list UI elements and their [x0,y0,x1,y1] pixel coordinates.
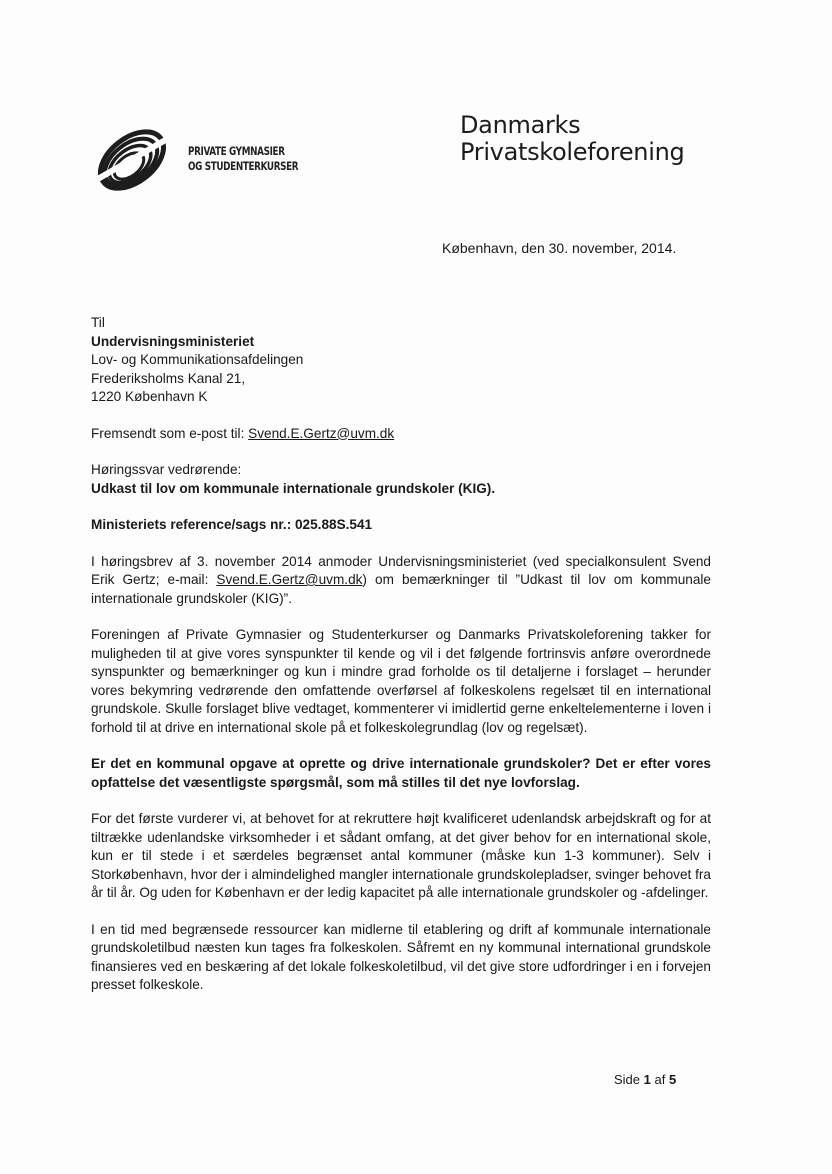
page-number-prefix: Side [614,1072,644,1087]
paragraph-2: Foreningen af Private Gymnasier og Studenterkurser og Danmarks Privatskoleforening takker for muligheden til at give vores synspunkter til kende og vil i det følgende fortrinsvis anføre overordnede synspunkter og bemærkninger og kun i mindre grad forholde os til detaljerne i forslaget – herunder vores bekymring vedrørende den omfattende overførsel af folkeskolens regelsæt til en international grundskole. Skulle forslaget blive vedtaget, kommenterer vi imidlertid gerne enkeltelementerne i loven i forhold til at drive en international skole på et folkeskolegrundlag (lov og regelsæt). [91,627,711,735]
sent-prefix: Fremsendt som e-post til: [91,425,249,441]
logo-private-gymnasier [84,116,324,208]
recipient-block [91,314,711,407]
page-number-current: 1 [643,1072,651,1087]
section-heading: Er det en kommunal opgave at oprette og drive internationale grundskoler? Det er efter vores opfattelse det væsentligste spørgsmål, som må stilles til det nye lovforslag. [91,756,711,790]
subject-title: Udkast til lov om kommunale internationale grundskoler (KIG). [91,480,496,496]
subject-label: Høringssvar vedrørende: [91,462,242,477]
logo-right-line2: Privatskoleforening [460,138,685,166]
logo-danmarks-privatskoleforening [460,112,684,166]
dateline: København, den 30. november, 2014. [442,240,677,256]
sent-email-link[interactable]: Svend.E.Gertz@uvm.dk [248,425,395,441]
page-number-total: 5 [668,1072,677,1087]
paragraph-3: For det første vurderer vi, at behovet for at rekruttere højt kvalificeret udenlandsk arbejdskraft og for at tiltrække udenlandske virksomheder i et sådant omfang, at det giver behov for en international skole, kun er til stede i et særdeles begrænset antal kommuner (måske kun 1-3 kommuner). Selv i Storkøbenhavn, hvor der i almindelighed mangler internationale grundskolepladser, svinger behovet fra år til år. Og uden for København er der ledig kapacitet på alle internationale grundskoler og -afdelinger. [91,811,711,900]
paragraph-1 [91,553,711,609]
sent-line [91,425,711,444]
page-number-middle: af [650,1072,669,1087]
logo-left-line2: OG STUDENTERKURSER [188,159,299,173]
recipient-department: Lov- og Kommunikationsafdelingen [91,352,304,367]
paragraph-1-text-b: ) om bemærkninger til ”Udkast til lov om kommunale internationale grundskoler (KIG)”. [91,572,711,606]
paragraph-4: I en tid med begrænsede ressourcer kan midlerne til etablering og drift af kommunale internationale grundskoletilbud næsten kun tages fra folkeskolen. Såfremt en ny kommunal international grundskole finansieres ved en beskæring af det lokale folkeskoletilbud, vil det give store udfordringer i en i forvejen presset folkeskole. [91,921,711,992]
recipient-name: Undervisningsministeriet [91,333,255,349]
page-number [614,1072,676,1087]
paragraph-1-email-link[interactable]: Svend.E.Gertz@uvm.dk [216,572,363,587]
recipient-street: Frederiksholms Kanal 21, [91,370,246,386]
reference-line: Ministeriets reference/sags nr.: 025.88S.541 [91,517,373,532]
paragraph-1-text-a: I høringsbrev af 3. november 2014 anmoder Undervisningsministeriet (ved specialkonsulent Svend Erik Gertz; e-mail: [91,553,711,587]
letter-body [91,314,711,995]
logo-right-line1: Danmarks [460,111,581,139]
logo-left-line1: PRIVATE GYMNASIER [188,144,285,158]
recipient-city: 1220 København K [91,389,208,404]
recipient-to: Til [91,315,105,330]
swirl-logo-icon [84,116,174,208]
